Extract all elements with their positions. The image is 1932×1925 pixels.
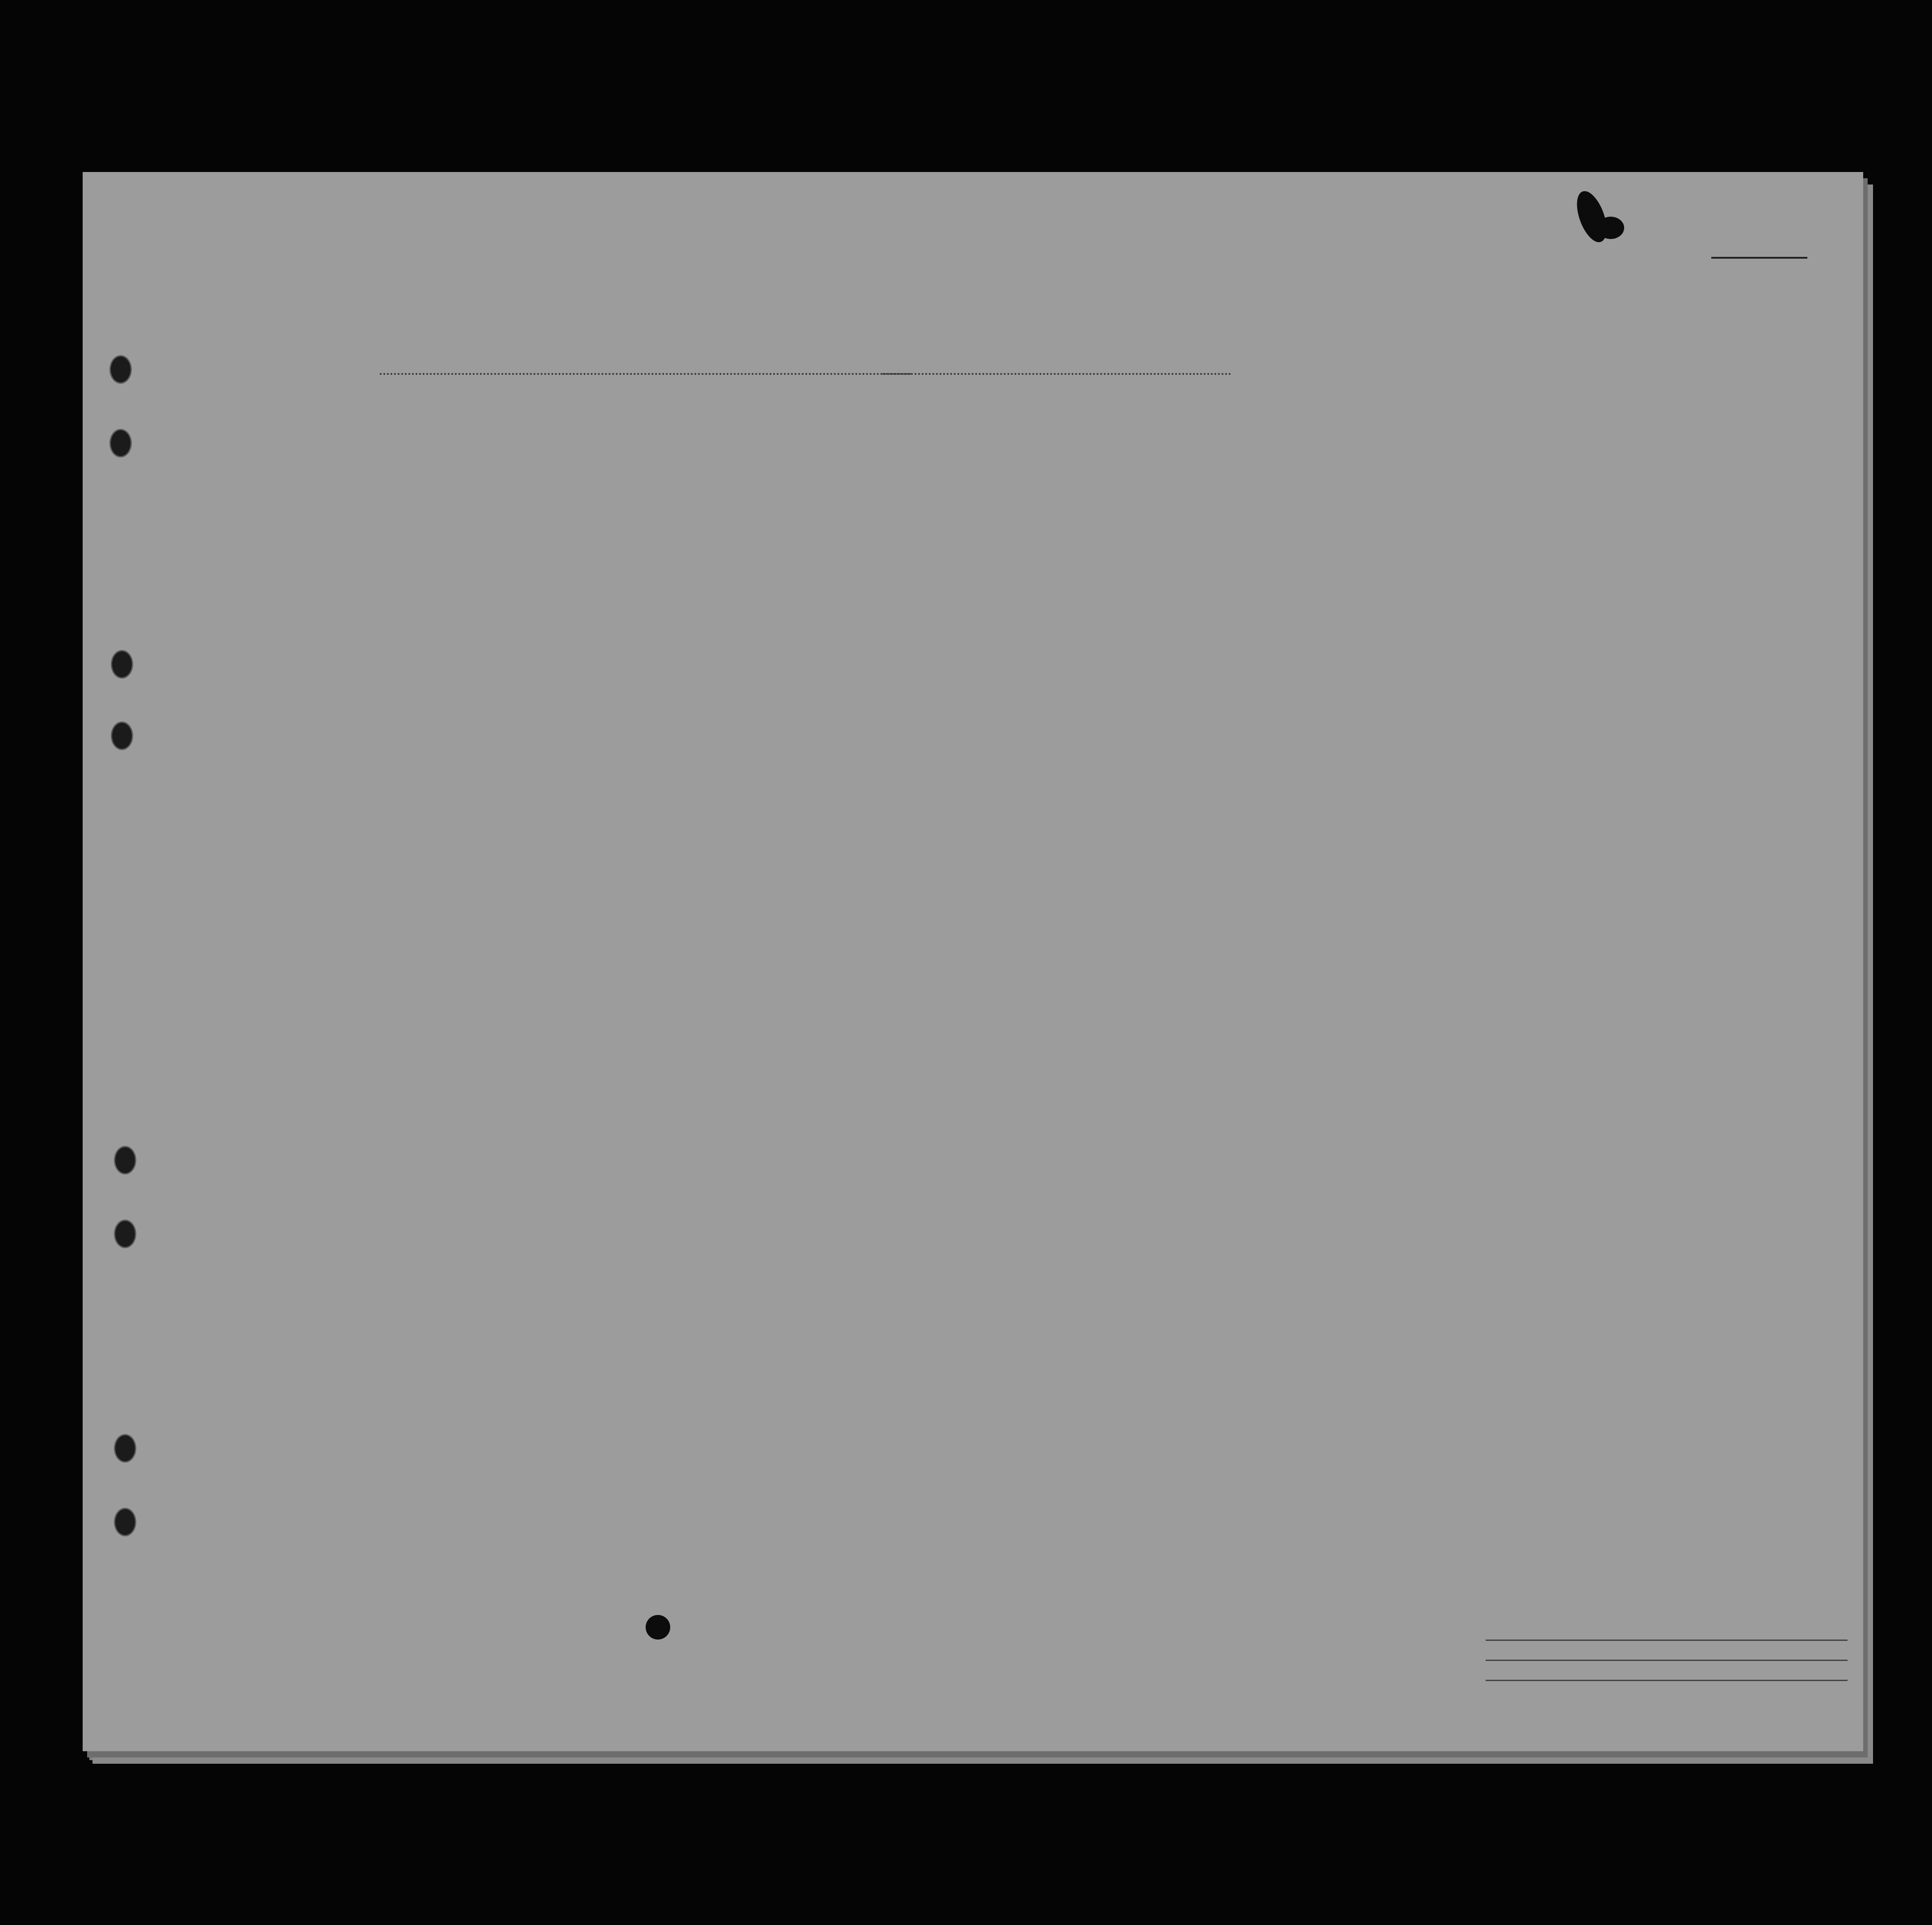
- binder-hole: [114, 1220, 136, 1248]
- list-number-line: [1711, 257, 1807, 259]
- binder-hole: [111, 721, 133, 750]
- binder-hole: [114, 1146, 136, 1174]
- footer-agents-rule: [1486, 1680, 1848, 1681]
- manifest-sheet: [83, 172, 1863, 1751]
- footer-owners-rule: [1486, 1660, 1848, 1661]
- binder-hole: [111, 650, 133, 679]
- ink-blot: [1597, 217, 1624, 239]
- ink-blot: [646, 1615, 670, 1640]
- binder-hole: [109, 355, 132, 384]
- binder-hole: [114, 1434, 136, 1463]
- date-dotted-line: [882, 373, 1231, 375]
- footer-line-rule: [1486, 1640, 1848, 1641]
- binder-hole: [114, 1508, 136, 1536]
- port-dotted-line: [380, 373, 911, 375]
- binder-hole: [109, 429, 132, 457]
